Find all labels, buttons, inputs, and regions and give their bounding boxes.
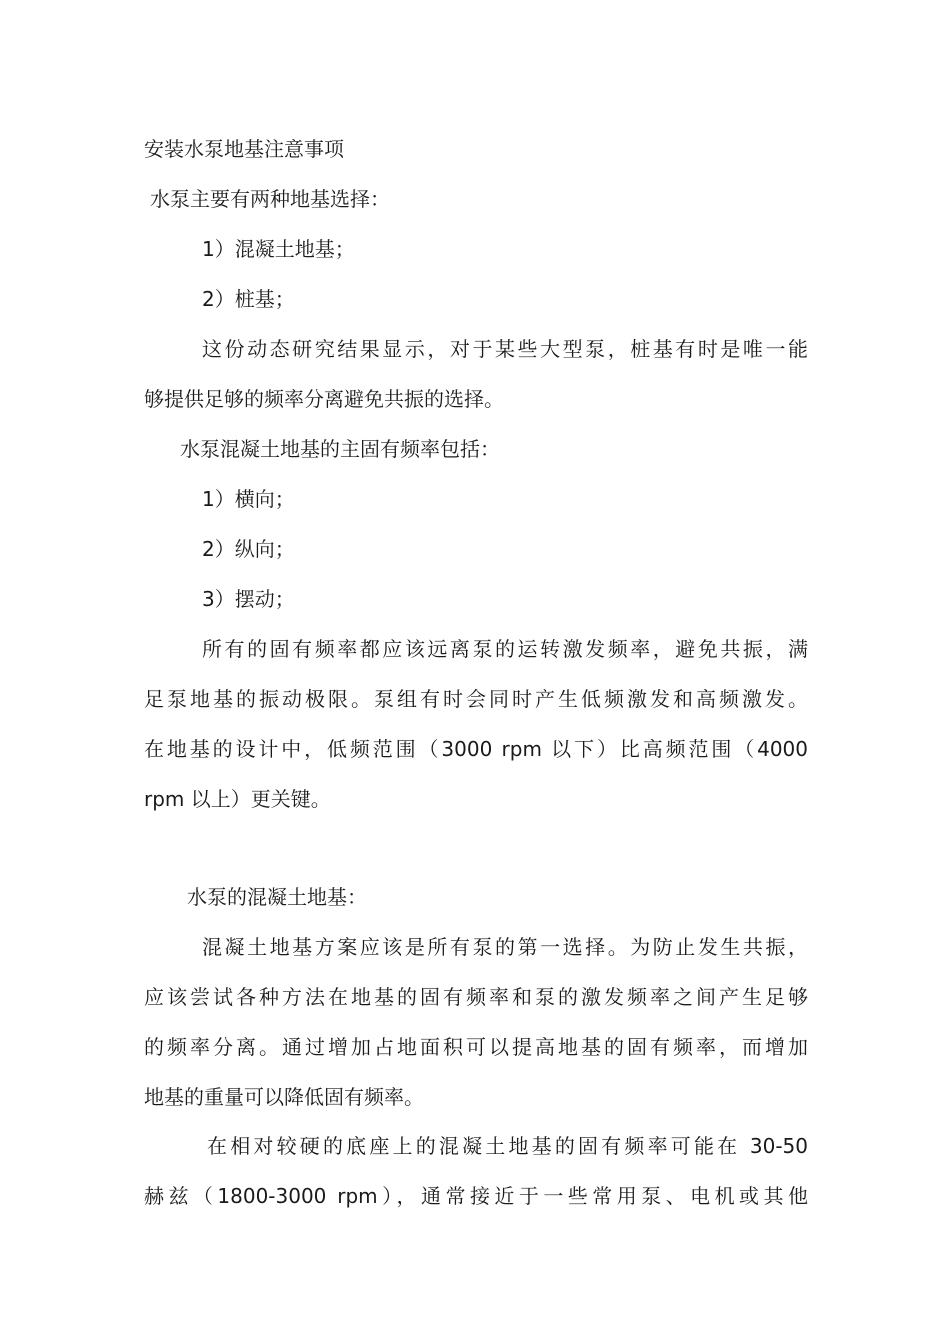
concrete-paragraph-line-4: 地基的重量可以降低固有频率。 <box>144 1085 424 1109</box>
hard-base-paragraph-line-1: 在相对较硬的底座上的混凝土地基的固有频率可能在 30-50 <box>207 1134 808 1158</box>
intro-paragraph: 水泵主要有两种地基选择： <box>150 187 390 211</box>
hard-base-paragraph-line-2: 赫兹（1800-3000 rpm），通常接近于一些常用泵、电机或其他 <box>144 1184 808 1208</box>
concrete-paragraph-line-3: 的频率分离。通过增加占地面积可以提高地基的固有频率，而增加 <box>144 1035 808 1059</box>
frequency-paragraph-line-3: 在地基的设计中，低频范围（3000 rpm 以下）比高频范围（4000 <box>144 737 808 761</box>
frequency-paragraph-line-1: 所有的固有频率都应该远离泵的运转激发频率，避免共振，满 <box>202 637 808 661</box>
concrete-paragraph-line-1: 混凝土地基方案应该是所有泵的第一选择。为防止发生共振， <box>202 935 808 959</box>
concrete-paragraph-line-2: 应该尝试各种方法在地基的固有频率和泵的激发频率之间产生足够 <box>144 985 808 1009</box>
list-item-longitudinal: 2）纵向； <box>202 537 295 561</box>
list-item-concrete: 1）混凝土地基； <box>202 237 355 261</box>
frequency-paragraph-line-2: 足泵地基的振动极限。泵组有时会同时产生低频激发和高频激发。 <box>144 687 808 711</box>
document-title: 安装水泵地基注意事项 <box>144 137 344 161</box>
list-item-lateral: 1）横向； <box>202 487 295 511</box>
study-paragraph-line-2: 够提供足够的频率分离避免共振的选择。 <box>144 387 504 411</box>
section-heading: 水泵的混凝土地基： <box>187 885 367 909</box>
frequency-intro: 水泵混凝土地基的主固有频率包括： <box>180 437 500 461</box>
list-item-pile: 2）桩基； <box>202 287 295 311</box>
study-paragraph-line-1: 这份动态研究结果显示，对于某些大型泵，桩基有时是唯一能 <box>202 337 808 361</box>
frequency-paragraph-line-4: rpm 以上）更关键。 <box>144 787 331 811</box>
list-item-rocking: 3）摆动； <box>202 587 295 611</box>
